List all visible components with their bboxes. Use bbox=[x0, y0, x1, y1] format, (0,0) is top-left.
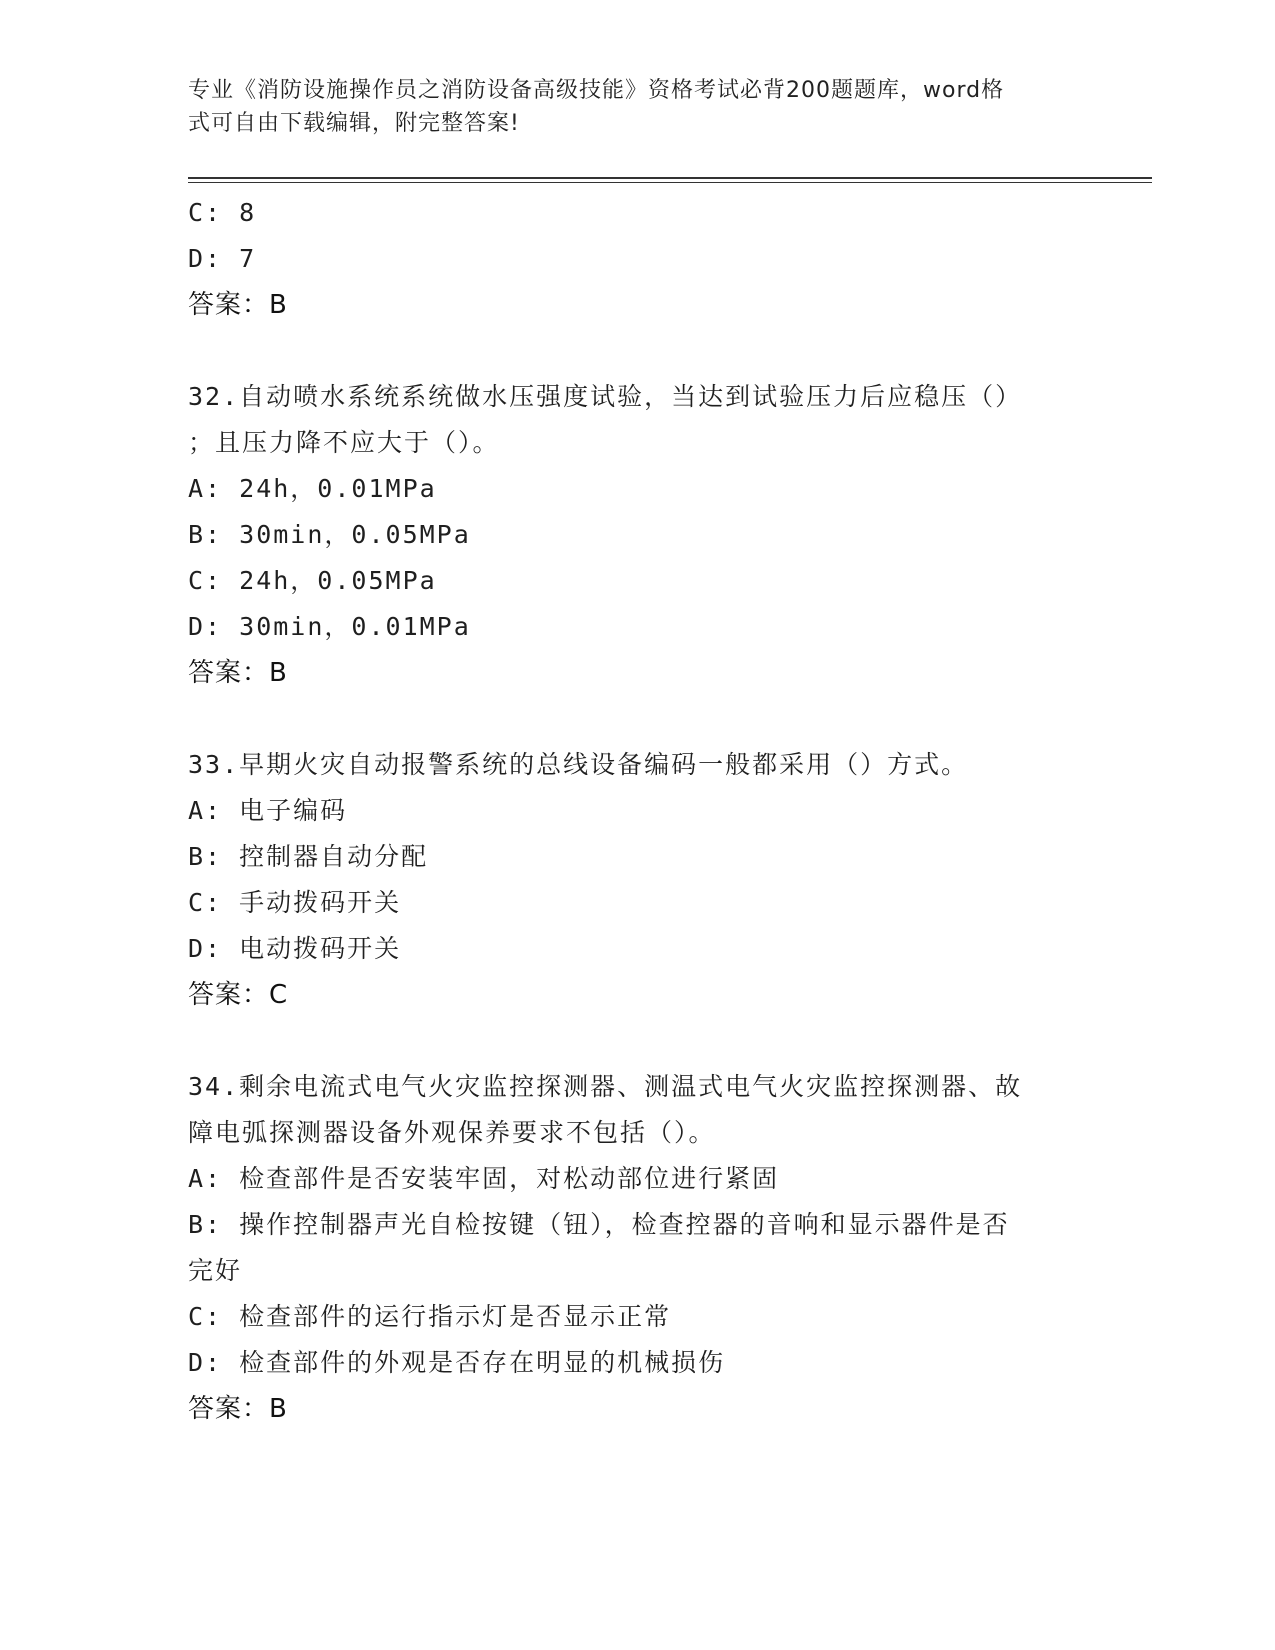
option-b: B: 30min，0.05MPa bbox=[188, 520, 471, 549]
question-content bbox=[188, 190, 1088, 1432]
question-stem: 33.早期火灾自动报警系统的总线设备编码一般都采用（）方式。 bbox=[188, 750, 969, 779]
header-rule-thick bbox=[188, 177, 1152, 179]
answer-line: 答案：B bbox=[188, 658, 288, 688]
answer-line: 答案：B bbox=[188, 290, 288, 320]
question-stem: 障电弧探测器设备外观保养要求不包括（）。 bbox=[188, 1118, 716, 1147]
option-c: C: 检查部件的运行指示灯是否显示正常 bbox=[188, 1302, 672, 1331]
document-header bbox=[188, 74, 1088, 140]
header-rule-thin bbox=[188, 182, 1152, 183]
option-b: B: 操作控制器声光自检按键（钮），检查控器的音响和显示器件是否 bbox=[188, 1210, 1010, 1239]
spacer bbox=[188, 696, 1088, 742]
option-c: C: 8 bbox=[188, 198, 257, 227]
header-line-1: 专业《消防设施操作员之消防设备高级技能》资格考试必背200题题库，word格 bbox=[188, 78, 1005, 103]
option-a: A: 24h，0.01MPa bbox=[188, 474, 437, 503]
header-line-2: 式可自由下载编辑，附完整答案! bbox=[188, 111, 520, 136]
question-stem: 34.剩余电流式电气火灾监控探测器、测温式电气火灾监控探测器、故 bbox=[188, 1072, 1023, 1101]
option-d: D: 电动拨码开关 bbox=[188, 934, 402, 963]
option-c: C: 24h，0.05MPa bbox=[188, 566, 437, 595]
question-34 bbox=[188, 1064, 1088, 1432]
question-31-tail bbox=[188, 190, 1088, 328]
spacer bbox=[188, 1018, 1088, 1064]
option-d: D: 30min，0.01MPa bbox=[188, 612, 471, 641]
question-33 bbox=[188, 742, 1088, 1018]
option-d: D: 7 bbox=[188, 244, 257, 273]
answer-line: 答案：C bbox=[188, 980, 289, 1010]
option-a: A: 检查部件是否安装牢固，对松动部位进行紧固 bbox=[188, 1164, 780, 1193]
question-32 bbox=[188, 374, 1088, 696]
question-stem: 32.自动喷水系统系统做水压强度试验，当达到试验压力后应稳压（） bbox=[188, 382, 1023, 411]
spacer bbox=[188, 328, 1088, 374]
question-stem: ；且压力降不应大于（）。 bbox=[188, 428, 500, 457]
option-c: C: 手动拨码开关 bbox=[188, 888, 402, 917]
option-b: B: 控制器自动分配 bbox=[188, 842, 429, 871]
option-b-continued: 完好 bbox=[188, 1256, 243, 1285]
option-a: A: 电子编码 bbox=[188, 796, 348, 825]
option-d: D: 检查部件的外观是否存在明显的机械损伤 bbox=[188, 1348, 726, 1377]
answer-line: 答案：B bbox=[188, 1394, 288, 1424]
